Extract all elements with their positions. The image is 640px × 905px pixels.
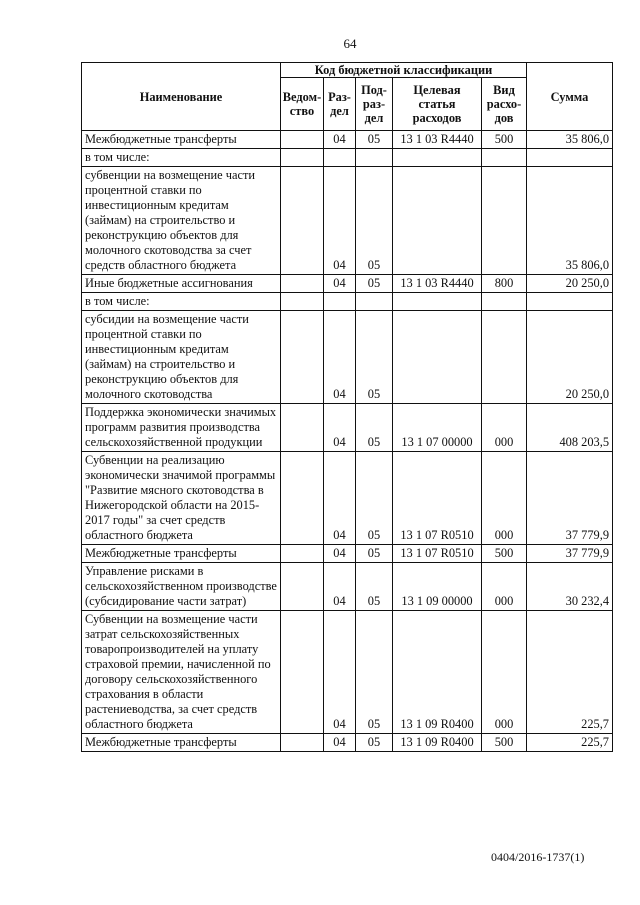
cell-podrazdel: 05	[356, 131, 393, 149]
cell-podrazdel: 05	[356, 452, 393, 545]
cell-podrazdel: 05	[356, 167, 393, 275]
cell-name: Субвенции на возмещение части затрат сельскохозяйственных товаропроизводителей на уплату страховой премии, начисленной по договору сельскохозяйственного страхования в области растениеводства, за счет средств областного бюджета	[82, 611, 281, 734]
cell-target-article: 13 1 09 R0400	[393, 734, 482, 752]
cell-amount: 20 250,0	[527, 311, 613, 404]
cell-amount: 35 806,0	[527, 131, 613, 149]
cell-amount: 20 250,0	[527, 275, 613, 293]
table-body	[82, 131, 613, 752]
header-amount: Сумма	[527, 63, 613, 131]
cell-amount: 408 203,5	[527, 404, 613, 452]
cell-razdel: 04	[324, 275, 356, 293]
header-razdel: Раз- дел	[324, 78, 356, 131]
cell-name: Межбюджетные трансферты	[82, 545, 281, 563]
cell-vedomstvo	[281, 131, 324, 149]
cell-target-article: 13 1 09 00000	[393, 563, 482, 611]
cell-razdel: 04	[324, 404, 356, 452]
cell-target-article: 13 1 07 00000	[393, 404, 482, 452]
cell-amount: 30 232,4	[527, 563, 613, 611]
cell-name: Поддержка экономически значимых программ развития производства сельскохозяйственной продукции	[82, 404, 281, 452]
table-row	[82, 404, 613, 452]
cell-razdel: 04	[324, 734, 356, 752]
table-row	[82, 611, 613, 734]
cell-amount: 37 779,9	[527, 545, 613, 563]
cell-vedomstvo	[281, 293, 324, 311]
budget-table	[81, 62, 613, 752]
cell-razdel: 04	[324, 611, 356, 734]
cell-vedomstvo	[281, 611, 324, 734]
cell-target-article	[393, 311, 482, 404]
cell-vedomstvo	[281, 734, 324, 752]
cell-expense-type: 000	[482, 404, 527, 452]
cell-vedomstvo	[281, 563, 324, 611]
cell-name: субсидии на возмещение части процентной ставки по инвестиционным кредитам (займам) на строительство и реконструкцию объектов для молочного скотоводства	[82, 311, 281, 404]
cell-name: в том числе:	[82, 149, 281, 167]
cell-podrazdel: 05	[356, 545, 393, 563]
header-code-group: Код бюджетной классификации	[281, 63, 527, 78]
cell-name: Субвенции на реализацию экономически значимой программы "Развитие мясного скотоводства в Нижегородской области на 2015-2017 годы" за счет средств областного бюджета	[82, 452, 281, 545]
cell-podrazdel: 05	[356, 404, 393, 452]
cell-expense-type: 000	[482, 563, 527, 611]
table-row	[82, 275, 613, 293]
table-row	[82, 167, 613, 275]
cell-expense-type: 800	[482, 275, 527, 293]
header-expense-type: Вид расхо- дов	[482, 78, 527, 131]
cell-expense-type	[482, 293, 527, 311]
cell-target-article: 13 1 03 R4440	[393, 131, 482, 149]
header-vedomstvo: Ведом- ство	[281, 78, 324, 131]
cell-vedomstvo	[281, 311, 324, 404]
cell-razdel: 04	[324, 545, 356, 563]
cell-razdel	[324, 293, 356, 311]
cell-expense-type: 500	[482, 734, 527, 752]
table-row	[82, 563, 613, 611]
cell-amount: 37 779,9	[527, 452, 613, 545]
cell-expense-type: 000	[482, 452, 527, 545]
cell-target-article: 13 1 07 R0510	[393, 545, 482, 563]
table-row	[82, 149, 613, 167]
cell-target-article	[393, 293, 482, 311]
cell-expense-type: 500	[482, 545, 527, 563]
table-header	[82, 63, 613, 131]
cell-expense-type: 000	[482, 611, 527, 734]
cell-target-article	[393, 167, 482, 275]
cell-podrazdel: 05	[356, 611, 393, 734]
table-row	[82, 452, 613, 545]
document-code: 0404/2016-1737(1)	[491, 850, 585, 864]
cell-name: Управление рисками в сельскохозяйственном производстве (субсидирование части затрат)	[82, 563, 281, 611]
cell-amount	[527, 293, 613, 311]
cell-vedomstvo	[281, 545, 324, 563]
header-podrazdel: Под- раз- дел	[356, 78, 393, 131]
cell-vedomstvo	[281, 452, 324, 545]
cell-podrazdel	[356, 149, 393, 167]
cell-name: Межбюджетные трансферты	[82, 131, 281, 149]
table-row	[82, 293, 613, 311]
header-name: Наименование	[82, 63, 281, 131]
cell-name: Межбюджетные трансферты	[82, 734, 281, 752]
page-number: 64	[343, 36, 357, 51]
cell-podrazdel: 05	[356, 311, 393, 404]
cell-razdel	[324, 149, 356, 167]
cell-amount: 225,7	[527, 611, 613, 734]
cell-expense-type	[482, 149, 527, 167]
cell-expense-type: 500	[482, 131, 527, 149]
cell-podrazdel	[356, 293, 393, 311]
cell-target-article: 13 1 07 R0510	[393, 452, 482, 545]
cell-target-article: 13 1 09 R0400	[393, 611, 482, 734]
cell-expense-type	[482, 167, 527, 275]
cell-amount	[527, 149, 613, 167]
cell-expense-type	[482, 311, 527, 404]
table-row	[82, 545, 613, 563]
cell-amount: 35 806,0	[527, 167, 613, 275]
cell-razdel: 04	[324, 311, 356, 404]
cell-name: субвенции на возмещение части процентной ставки по инвестиционным кредитам (займам) на строительство и реконструкцию объектов для молочного скотоводства за счет средств областного бюджета	[82, 167, 281, 275]
table-row	[82, 131, 613, 149]
cell-razdel: 04	[324, 563, 356, 611]
cell-target-article	[393, 149, 482, 167]
cell-podrazdel: 05	[356, 275, 393, 293]
header-target-article: Целевая статья расходов	[393, 78, 482, 131]
cell-vedomstvo	[281, 167, 324, 275]
cell-name: Иные бюджетные ассигнования	[82, 275, 281, 293]
cell-amount: 225,7	[527, 734, 613, 752]
cell-target-article: 13 1 03 R4440	[393, 275, 482, 293]
cell-razdel: 04	[324, 131, 356, 149]
cell-podrazdel: 05	[356, 563, 393, 611]
table-row	[82, 311, 613, 404]
cell-razdel: 04	[324, 452, 356, 545]
cell-vedomstvo	[281, 275, 324, 293]
cell-name: в том числе:	[82, 293, 281, 311]
cell-vedomstvo	[281, 404, 324, 452]
table-row	[82, 734, 613, 752]
cell-vedomstvo	[281, 149, 324, 167]
cell-podrazdel: 05	[356, 734, 393, 752]
cell-razdel: 04	[324, 167, 356, 275]
